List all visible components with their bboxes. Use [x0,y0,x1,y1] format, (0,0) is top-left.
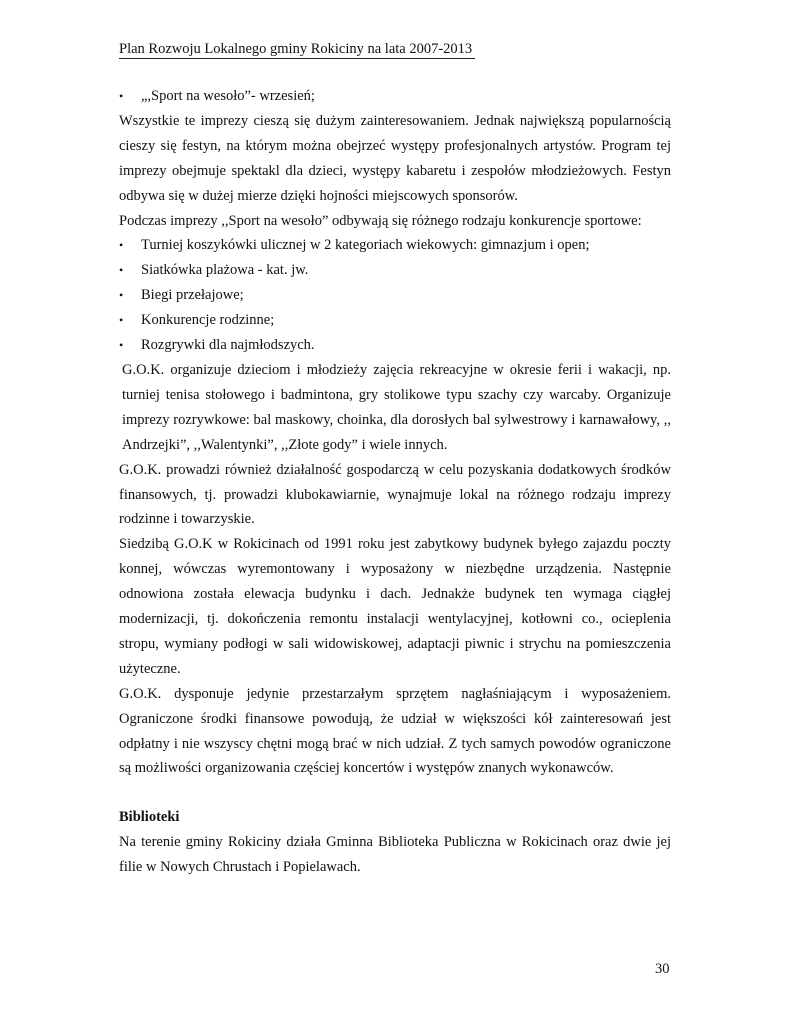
page-content [119,84,671,880]
running-header: Plan Rozwoju Lokalnego gminy Rokiciny na lata 2007-2013 [119,41,473,57]
bullet-icon: • [119,263,124,278]
bullet-text: Biegi przełajowe; [141,287,244,304]
page-number: 30 [655,961,670,977]
bullet-text: Siatkówka plażowa - kat. jw. [141,262,309,279]
bullet-icon: • [119,89,124,103]
bullet-icon: • [119,238,124,253]
bullet-text: „,Sport na wesoło”- wrzesień; [141,88,315,104]
bullet-icon: • [119,313,124,328]
bullet-item [119,233,671,258]
bullet-item [119,333,671,358]
paragraph-biblioteki: Na terenie gminy Rokiciny działa Gminna Biblioteka Publiczna w Rokicinach oraz dwie jej filie w Nowych Chrustach i Popielawach. [119,834,671,876]
bullet-item [119,308,671,333]
paragraph-festyn: Wszystkie te imprezy cieszą się dużym zainteresowaniem. Jednak największą popularnością cieszy się festyn, na którym można obejrzeć występy profesjonalnych artystów. Program tej imprezy obejmuje spektakl dla dzieci, występy kabaretu i zespołów młodzieżowych. Festyn odbywa się w dużej mierze dzięki hojności miejscowych sponsorów. [119,112,671,204]
bullet-item [119,84,671,109]
paragraph-gok-activities: G.O.K. organizuje dzieciom i młodzieży zajęcia rekreacyjne w okresie ferii i wakacji, np. turniej tenisa stołowego i badmintona, gry stolikowe typu szachy czy warcaby. Organizuje imprezy rozrywkowe: bal maskowy, choinka, dla dorosłych bal sylwestrowy i karnawałowy, ,, Andrzejki”, ,,Walentynki”, ,,Złote gody” i wiele innych. [122,361,671,453]
section-heading: Biblioteki [119,809,180,826]
bullet-text: Konkurencje rodzinne; [141,312,275,329]
paragraph-gok-business: G.O.K. prowadzi również działalność gospodarczą w celu pozyskania dodatkowych środków finansowych, tj. prowadzi klubokawiarnie, wynajmuje lokal na różnego rodzaju imprezy rodzinne i towarzyskie. [119,461,671,528]
header-underline [119,58,475,59]
paragraph-gok-building: Siedzibą G.O.K w Rokicinach od 1991 roku jest zabytkowy budynek byłego zajazdu poczty konnej, wówczas wyremontowany i wyposażony w niezbędne urządzenia. Następnie odnowiona została elewacja budynku i dach. Jednakże budynek ten wymaga ciągłej modernizacji, tj. dokończenia remontu instalacji wentylacyjnej, kotłowni co., ocieplenia stropu, wymiany podłogi w sali widowiskowej, adaptacji piwnic i strychu na pomieszczenia użyteczne. [119,536,671,677]
bullet-item [119,283,671,308]
bullet-icon: • [119,288,124,303]
bullet-icon: • [119,338,124,353]
paragraph-sport-intro: Podczas imprezy ,,Sport na wesoło” odbywają się różnego rodzaju konkurencje sportowe: [119,212,642,229]
paragraph-gok-equipment: G.O.K. dysponuje jedynie przestarzałym sprzętem nagłaśniającym i wyposażeniem. Ograniczone środki finansowe powodują, że udział w większości kół zainteresowań jest odpłatny i nie wszyscy chętni mogą brać w nich udział. Z tych samych powodów ograniczone są możliwości organizowania częściej koncertów i występów znanych wykonawców. [119,685,671,777]
bullet-item [119,258,671,283]
bullet-text: Rozgrywki dla najmłodszych. [141,337,315,354]
section-spacer [119,781,671,805]
bullet-text: Turniej koszykówki ulicznej w 2 kategoriach wiekowych: gimnazjum i open; [141,237,590,254]
